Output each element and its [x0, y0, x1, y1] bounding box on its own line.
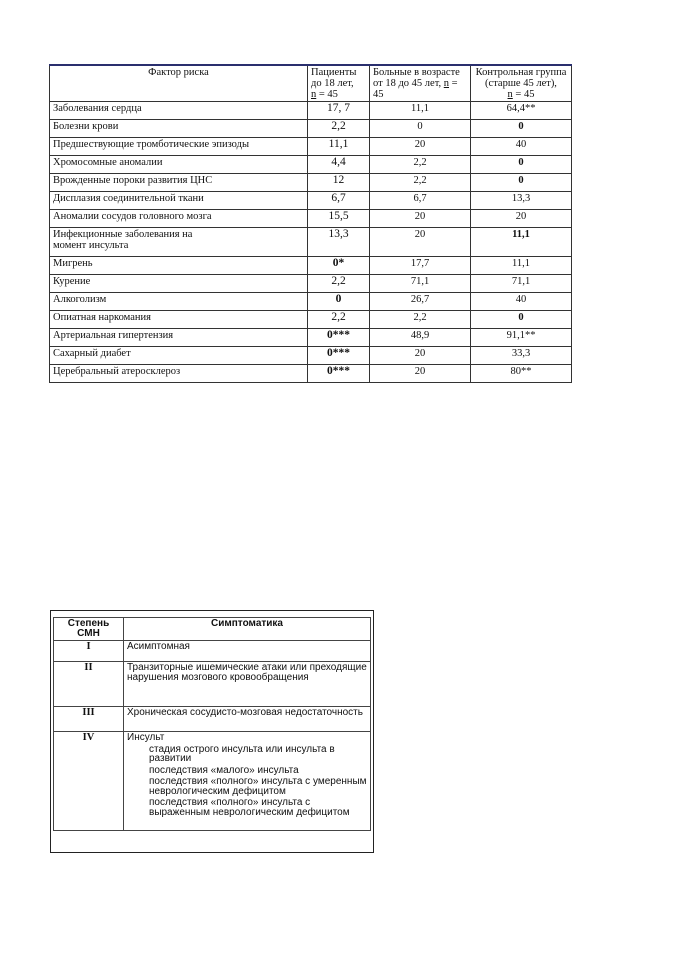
- value-age18-45: 20: [370, 365, 471, 383]
- stage-cell: I: [54, 641, 124, 662]
- table-row: [50, 275, 572, 293]
- factor-cell: Дисплазия соединительной ткани: [50, 192, 308, 210]
- value-under18: 2,2: [308, 120, 370, 138]
- table-row: [50, 174, 572, 192]
- value-control: 0: [471, 174, 572, 192]
- factor-cell: Заболевания сердца: [50, 102, 308, 120]
- table-row: [50, 311, 572, 329]
- table-row: [50, 138, 572, 156]
- value-age18-45: 0: [370, 120, 471, 138]
- symptom-subitem: стадия острого инсульта или инсульта в развитии: [149, 743, 335, 764]
- factor-cell: Болезни крови: [50, 120, 308, 138]
- value-age18-45: 48,9: [370, 329, 471, 347]
- value-under18: 6,7: [308, 192, 370, 210]
- factor-cell: Хромосомные аномалии: [50, 156, 308, 174]
- value-under18: 0***: [308, 347, 370, 365]
- symptom-title: Инсульт: [127, 732, 165, 743]
- value-control: 33,3: [471, 347, 572, 365]
- table-row: [50, 192, 572, 210]
- stage-cell: IV: [54, 732, 124, 831]
- factor-cell: Мигрень: [50, 257, 308, 275]
- value-control: 80**: [471, 365, 572, 383]
- symptom-cell: Хроническая сосудисто-мозговая недостаточность: [124, 707, 371, 732]
- risk-factor-table: [49, 64, 572, 383]
- value-under18: 4,4: [308, 156, 370, 174]
- header-under18: Пациенты до 18 лет, n = 45: [308, 65, 370, 102]
- factor-cell: Церебральный атеросклероз: [50, 365, 308, 383]
- table-row: [54, 707, 371, 732]
- symptom-subitem: последствия «полного» инсульта с умеренным неврологическим дефицитом: [149, 776, 367, 797]
- value-control: 20: [471, 210, 572, 228]
- symptom-cell: Транзиторные ишемические атаки или преходящие нарушения мозгового кровообращения: [124, 662, 371, 707]
- value-age18-45: 20: [370, 347, 471, 365]
- value-control: 0: [471, 311, 572, 329]
- value-age18-45: 2,2: [370, 311, 471, 329]
- stage-table-header-row: [54, 618, 371, 641]
- symptom-subitem: последствия «малого» инсульта: [149, 764, 299, 776]
- table-row: [54, 662, 371, 707]
- value-under18: 15,5: [308, 210, 370, 228]
- value-control: 11,1: [471, 257, 572, 275]
- factor-cell: Артериальная гипертензия: [50, 329, 308, 347]
- table-row: [50, 293, 572, 311]
- value-age18-45: 20: [370, 210, 471, 228]
- stage-table: [53, 617, 371, 831]
- table-row: [50, 210, 572, 228]
- value-under18: 12: [308, 174, 370, 192]
- factor-cell: Инфекционные заболевания на момент инсульта: [50, 228, 308, 257]
- factor-cell: Аномалии сосудов головного мозга: [50, 210, 308, 228]
- value-under18: 0***: [308, 329, 370, 347]
- value-age18-45: 6,7: [370, 192, 471, 210]
- header-factor: Фактор риска: [50, 65, 308, 102]
- factor-cell: Предшествующие тромботические эпизоды: [50, 138, 308, 156]
- table-row: [50, 156, 572, 174]
- value-age18-45: 20: [370, 228, 471, 257]
- value-age18-45: 17,7: [370, 257, 471, 275]
- header-control: Контрольная группа (старше 45 лет), n = 45: [471, 65, 572, 102]
- table-row: [50, 347, 572, 365]
- header-age18-45: Больные в возрасте от 18 до 45 лет, n = 45: [370, 65, 471, 102]
- value-under18: 17, 7: [308, 102, 370, 120]
- value-under18: 2,2: [308, 311, 370, 329]
- value-control: 13,3: [471, 192, 572, 210]
- value-control: 91,1**: [471, 329, 572, 347]
- symptom-cell: Асимптомная: [124, 641, 371, 662]
- value-under18: 2,2: [308, 275, 370, 293]
- table-row: [54, 732, 371, 831]
- value-control: 11,1: [471, 228, 572, 257]
- value-age18-45: 2,2: [370, 156, 471, 174]
- header-symptoms: Симптоматика: [124, 618, 371, 641]
- value-age18-45: 26,7: [370, 293, 471, 311]
- table-row: [50, 365, 572, 383]
- value-control: 0: [471, 156, 572, 174]
- value-control: 40: [471, 293, 572, 311]
- table-row: [50, 257, 572, 275]
- factor-cell: Курение: [50, 275, 308, 293]
- value-age18-45: 11,1: [370, 102, 471, 120]
- value-under18: 0***: [308, 365, 370, 383]
- table-row: [50, 120, 572, 138]
- risk-table-header-row: [50, 65, 572, 102]
- stage-cell: II: [54, 662, 124, 707]
- value-under18: 0*: [308, 257, 370, 275]
- value-under18: 13,3: [308, 228, 370, 257]
- symptom-subitem: последствия «полного» инсульта с выраженным неврологическим дефицитом: [149, 797, 350, 818]
- table-row: [54, 641, 371, 662]
- table-row: [50, 329, 572, 347]
- value-age18-45: 71,1: [370, 275, 471, 293]
- value-age18-45: 20: [370, 138, 471, 156]
- table-row: [50, 228, 572, 257]
- factor-cell: Алкоголизм: [50, 293, 308, 311]
- symptom-cell: [124, 732, 371, 831]
- factor-cell: Врожденные пороки развития ЦНС: [50, 174, 308, 192]
- value-under18: 0: [308, 293, 370, 311]
- value-control: 64,4**: [471, 102, 572, 120]
- factor-cell: Сахарный диабет: [50, 347, 308, 365]
- value-control: 0: [471, 120, 572, 138]
- value-control: 71,1: [471, 275, 572, 293]
- table-row: [50, 102, 572, 120]
- value-age18-45: 2,2: [370, 174, 471, 192]
- header-stage: Степень СМН: [54, 618, 124, 641]
- factor-cell: Опиатная наркомания: [50, 311, 308, 329]
- stage-table-frame: [50, 610, 374, 853]
- value-under18: 11,1: [308, 138, 370, 156]
- value-control: 40: [471, 138, 572, 156]
- stage-cell: III: [54, 707, 124, 732]
